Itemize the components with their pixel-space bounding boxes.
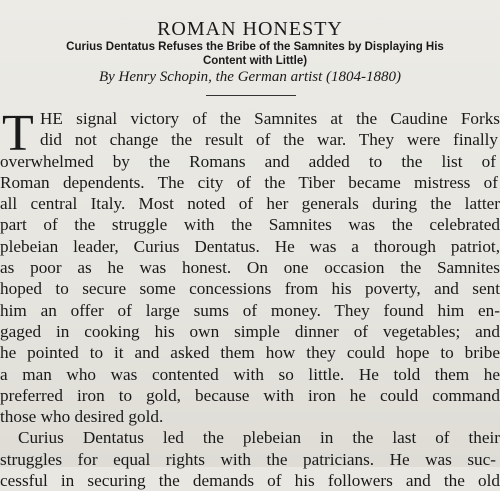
body-line: plebeian leader, Curius Dentatus. He was a thorough patriot,	[0, 236, 500, 256]
body-line: Curius Dentatus led the plebeian in the last of their	[18, 428, 500, 448]
body-line: him an offer of large sums of money. They found him en-	[0, 300, 500, 320]
subtitle-line-1: Curius Dentatus Refuses the Bribe of the Samnites by Displaying His	[66, 41, 444, 53]
article-subtitle	[2, 40, 500, 68]
body-line: all central Italy. Most noted of her generals during the latter	[0, 194, 500, 214]
body-line: a man who was contented with so little. He told them he	[0, 364, 500, 384]
article-byline: By Henry Schopin, the German artist (1804-1880)	[98, 69, 402, 85]
subtitle-line-2: Content with Little)	[202, 55, 308, 67]
body-line: preferred iron to gold, because with iron he could command	[0, 385, 500, 405]
article-title: ROMAN HONESTY	[157, 18, 343, 40]
divider-rule	[206, 95, 296, 96]
body-line: did not change the result of the war. They were finally	[40, 130, 498, 150]
article-body	[0, 105, 500, 491]
body-line: he pointed to it and asked them how they could hope to bribe	[0, 343, 500, 363]
body-line: part of the struggle with the Samnites was the celebrated	[0, 215, 500, 235]
body-line: HE signal victory of the Samnites at the Caudine Forks	[40, 109, 500, 128]
body-line: cessful in securing the demands of his followers and the old	[0, 471, 500, 491]
body-line: Roman dependents. The city of the Tiber became mistress of	[0, 172, 498, 192]
body-line: as poor as he was honest. On one occasion the Samnites	[0, 258, 500, 278]
drop-cap: T	[2, 105, 34, 162]
body-line: hoped to secure some concessions from his poverty, and sent	[0, 279, 500, 299]
body-line: gaged in cooking his own simple dinner of vegetables; and	[0, 321, 500, 341]
body-line: those who desired gold.	[0, 407, 164, 427]
body-line: overwhelmed by the Romans and added to the list of	[0, 151, 496, 171]
body-line: struggles for equal rights with the patricians. He was suc-	[0, 449, 496, 469]
